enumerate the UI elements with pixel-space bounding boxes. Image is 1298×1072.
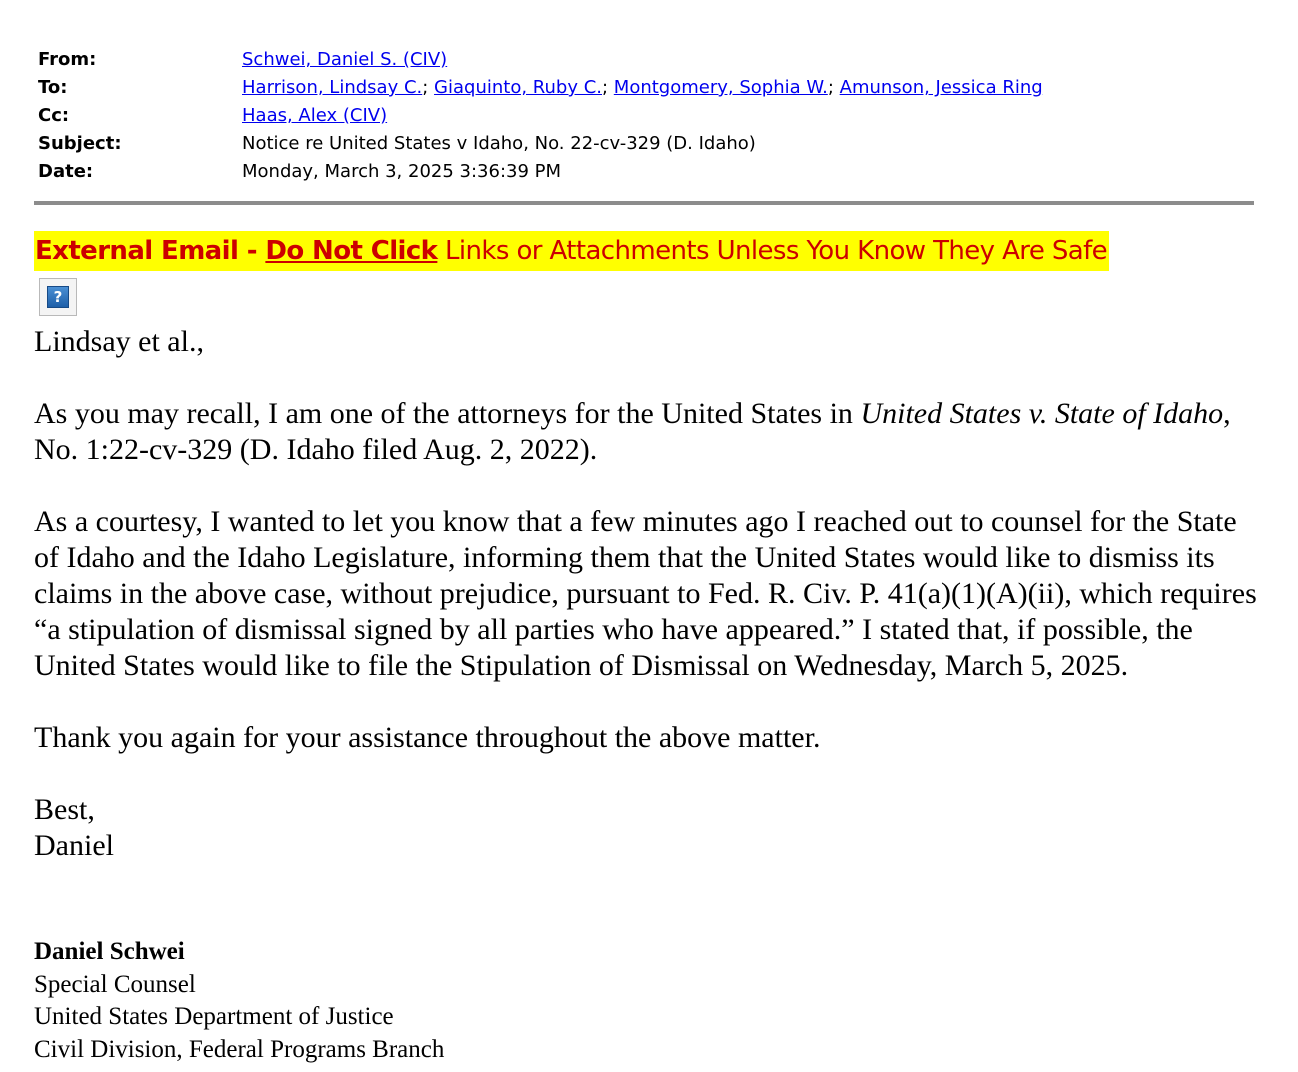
to-row: [38, 74, 1043, 102]
banner-warning-text: Links or Attachments Unless You Know They Are Safe: [437, 236, 1108, 266]
body-paragraph-1: As you may recall, I am one of the attorneys for the United States in United States v. State of Idaho, No. 1:22-cv-329 (D. Idaho filed Aug. 2, 2022).: [34, 397, 1231, 466]
from-link[interactable]: Schwei, Daniel S. (CIV): [242, 49, 448, 70]
to-recipient-link[interactable]: Amunson, Jessica Ring: [839, 77, 1043, 98]
subject-value: Notice re United States v Idaho, No. 22-cv-329 (D. Idaho): [242, 133, 756, 154]
to-recipient-link[interactable]: Giaquinto, Ruby C.: [434, 77, 602, 98]
signature-name: Daniel Schwei: [34, 938, 185, 965]
body-paragraph-2: As a courtesy, I wanted to let you know that a few minutes ago I reached out to counsel for the State of Idaho and the Idaho Legislature, informing them that the United States would like to dismiss its claims in the above case, without prejudice, pursuant to Fed. R. Civ. P. 41(a)(1)(A)(ii), which requires “a stipulation of dismissal signed by all parties who have appeared.” I stated that, if possible, the United States would like to file the Stipulation of Dismissal on Wednesday, March 5, 2025.: [34, 505, 1257, 682]
to-label: To:: [38, 77, 68, 98]
to-recipient-link[interactable]: Harrison, Lindsay C.: [242, 77, 423, 98]
question-mark-icon: ?: [47, 286, 69, 308]
subject-row: [38, 130, 1043, 158]
signature-title: Special Counsel: [34, 970, 196, 998]
signature-division: Civil Division, Federal Programs Branch: [34, 1035, 445, 1063]
greeting: Lindsay et al.,: [34, 325, 204, 358]
to-separator: ;: [827, 77, 834, 98]
cc-label: Cc:: [38, 105, 70, 126]
to-separator: ;: [422, 77, 429, 98]
to-separator: ;: [601, 77, 609, 98]
banner-external-email: External Email -: [35, 236, 266, 266]
from-label: From:: [38, 49, 97, 70]
header-divider: [34, 201, 1254, 205]
case-name: United States v. State of Idaho: [860, 397, 1224, 430]
date-value: Monday, March 3, 2025 3:36:39 PM: [242, 161, 562, 182]
date-row: [38, 158, 1043, 186]
signature-org: United States Department of Justice: [34, 1003, 394, 1030]
to-recipient-link[interactable]: Montgomery, Sophia W.: [613, 77, 828, 98]
external-email-warning-banner: [34, 231, 1109, 271]
question-mark-image-icon[interactable]: [39, 278, 77, 316]
from-row: [38, 46, 1043, 74]
email-body: [34, 324, 1259, 900]
email-headers: [38, 46, 1043, 186]
banner-do-not-click: Do Not Click: [265, 236, 438, 266]
body-paragraph-3: Thank you again for your assistance throughout the above matter.: [34, 721, 821, 754]
cc-row: [38, 102, 1043, 130]
date-label: Date:: [38, 161, 94, 182]
closing: Best, Daniel: [34, 793, 114, 862]
cc-link[interactable]: Haas, Alex (CIV): [242, 105, 388, 126]
signature-block: [34, 936, 444, 1066]
subject-label: Subject:: [38, 133, 122, 154]
